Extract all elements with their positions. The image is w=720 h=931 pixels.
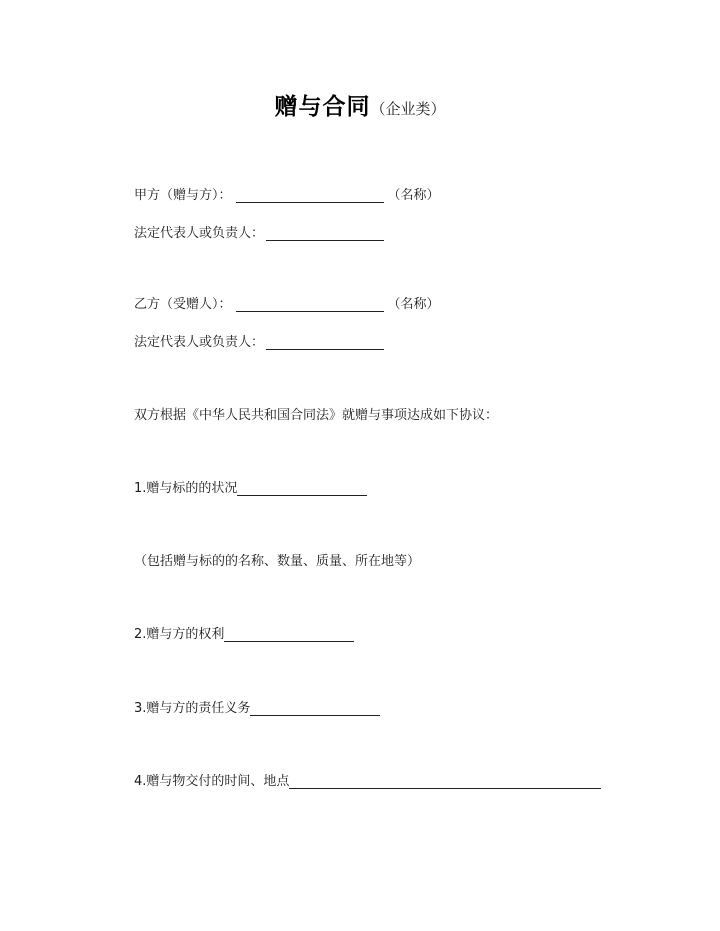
preamble (134, 407, 498, 425)
party-a-rep-line (134, 225, 384, 243)
clause-2-field[interactable] (224, 627, 354, 642)
document-title (0, 88, 720, 121)
party-b-name-field[interactable] (236, 297, 384, 312)
title-subtitle: （企业类） (370, 100, 446, 118)
clause-4-field[interactable] (289, 774, 601, 789)
clause-2 (134, 626, 354, 644)
clause-4 (134, 773, 601, 791)
party-b-label: 乙方（受赠人）： (134, 297, 232, 312)
party-a-line (134, 187, 440, 205)
clause-1-note-text: （包括赠与标的的名称、数量、质量、所在地等） (134, 554, 421, 569)
party-b-rep-line (134, 334, 384, 352)
clause-1 (134, 480, 367, 498)
party-a-rep-label: 法定代表人或负责人： (134, 226, 265, 241)
party-a-name-field[interactable] (236, 188, 384, 203)
clause-2-label: 2.赠与方的权利 (134, 627, 225, 642)
clause-1-field[interactable] (237, 481, 367, 496)
title-main: 赠与合同 (274, 94, 371, 120)
clause-4-label: 4.赠与物交付的时间、地点 (134, 774, 290, 789)
clause-1-note (134, 553, 420, 571)
party-b-rep-field[interactable] (266, 335, 384, 350)
party-b-name-suffix: （名称） (387, 297, 440, 312)
party-a-rep-field[interactable] (266, 226, 384, 241)
clause-3 (134, 700, 380, 718)
preamble-text: 双方根据《中华人民共和国合同法》就赠与事项达成如下协议： (134, 408, 499, 423)
party-a-label: 甲方（赠与方）： (134, 188, 232, 203)
clause-3-field[interactable] (250, 701, 380, 716)
party-b-rep-label: 法定代表人或负责人： (134, 335, 265, 350)
party-b-line (134, 296, 440, 314)
clause-3-label: 3.赠与方的责任义务 (134, 701, 251, 716)
party-a-name-suffix: （名称） (387, 188, 440, 203)
clause-1-label: 1.赠与标的的状况 (134, 481, 238, 496)
